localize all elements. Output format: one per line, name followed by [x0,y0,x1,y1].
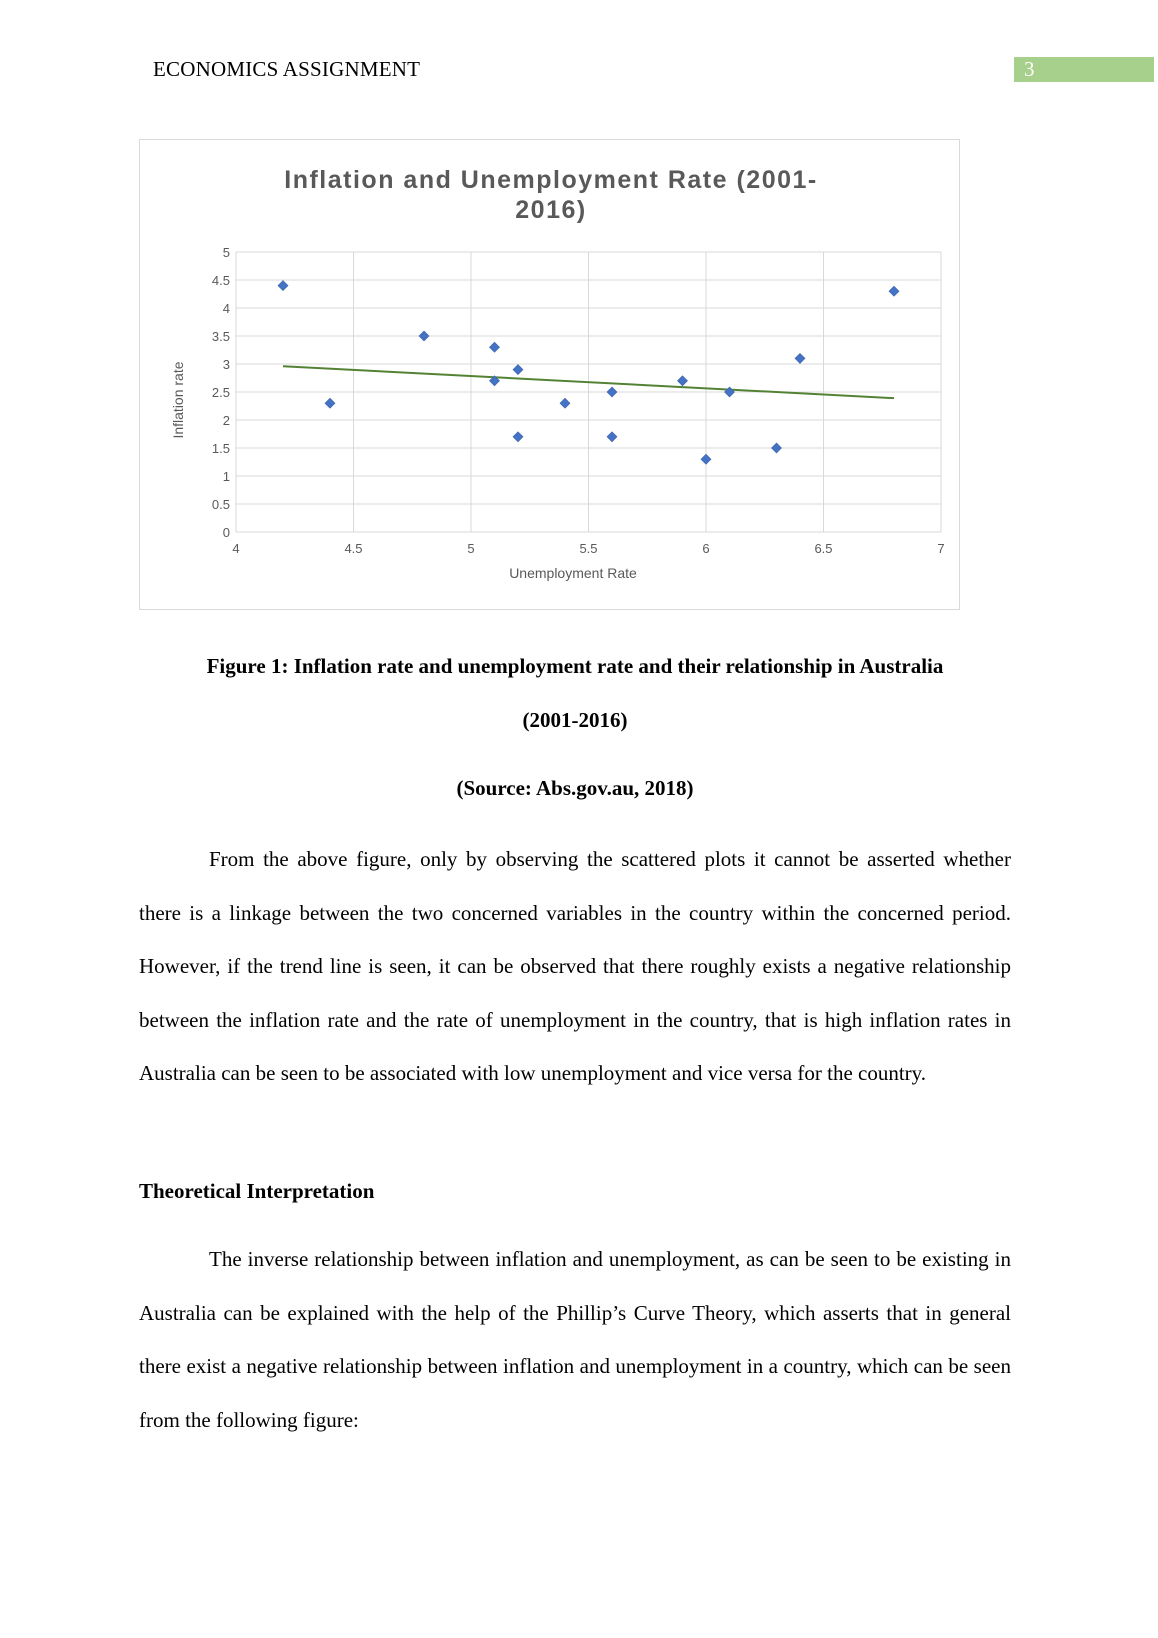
chart-title-line2: 2016) [515,196,587,224]
body-paragraph-1: From the above figure, only by observing the scattered plots it cannot be asserted whether there is a linkage between the two concerned variables in the country within the concerned period. However, if the trend line is seen, it can be observed that there roughly exists a negative relationship between the inflation rate and the rate of unemployment in the country, that is high inflation rates in Australia can be seen to be associated with low unemployment and vice versa for the country. [139,847,1011,1085]
y-tick-label: 4.5 [211,273,230,288]
y-tick-label: 5 [222,245,230,260]
y-tick-label: 1 [222,469,230,484]
y-tick-label: 3.5 [211,329,230,344]
chart-frame [139,139,960,610]
y-axis-label: Inflation rate [170,361,186,439]
page-number: 3 [1024,57,1035,81]
scatter-chart [140,140,961,611]
chart-gridlines [236,252,941,532]
data-point [795,353,805,363]
x-tick-label: 4.5 [344,541,363,556]
x-tick-label: 6 [702,541,710,556]
y-tick-label: 3 [222,357,230,372]
figure-caption-line2: (2001-2016) [522,708,628,732]
y-tick-label: 1.5 [211,441,230,456]
page-number-badge [1014,57,1154,82]
data-point [513,432,523,442]
y-tick-label: 2.5 [211,385,230,400]
x-tick-label: 7 [937,541,945,556]
figure-source: (Source: Abs.gov.au, 2018) [456,776,694,800]
data-point [513,365,523,375]
y-tick-label: 0 [222,525,230,540]
x-tick-label: 6.5 [814,541,833,556]
x-tick-label: 5.5 [579,541,598,556]
y-tick-label: 4 [222,301,230,316]
data-point [607,387,617,397]
chart-title-line1: Inflation and Unemployment Rate (2001- [284,166,818,194]
body-paragraph-2: The inverse relationship between inflation and unemployment, as can be seen to be existing in Australia can be explained with the help of the Phillip’s Curve Theory, which asserts that in general there exist a negative relationship between inflation and unemployment in a country, which can be seen from the following figure: [139,1247,1011,1432]
y-tick-label: 0.5 [211,497,230,512]
section-heading: Theoretical Interpretation [139,1179,375,1203]
data-point [701,454,711,464]
x-tick-label: 5 [467,541,475,556]
figure-caption-line1: Figure 1: Inflation rate and unemployment rate and their relationship in Australia [206,654,944,678]
data-point [889,286,899,296]
data-point [678,376,688,386]
y-tick-label: 2 [222,413,230,428]
data-point [772,443,782,453]
data-point [490,342,500,352]
data-point [607,432,617,442]
header-title: ECONOMICS ASSIGNMENT [153,57,421,81]
x-tick-label: 4 [232,541,240,556]
chart-tick-labels [212,245,945,556]
data-point [325,398,335,408]
x-axis-label: Unemployment Rate [509,565,637,581]
data-point [419,331,429,341]
data-point [278,281,288,291]
data-point [560,398,570,408]
